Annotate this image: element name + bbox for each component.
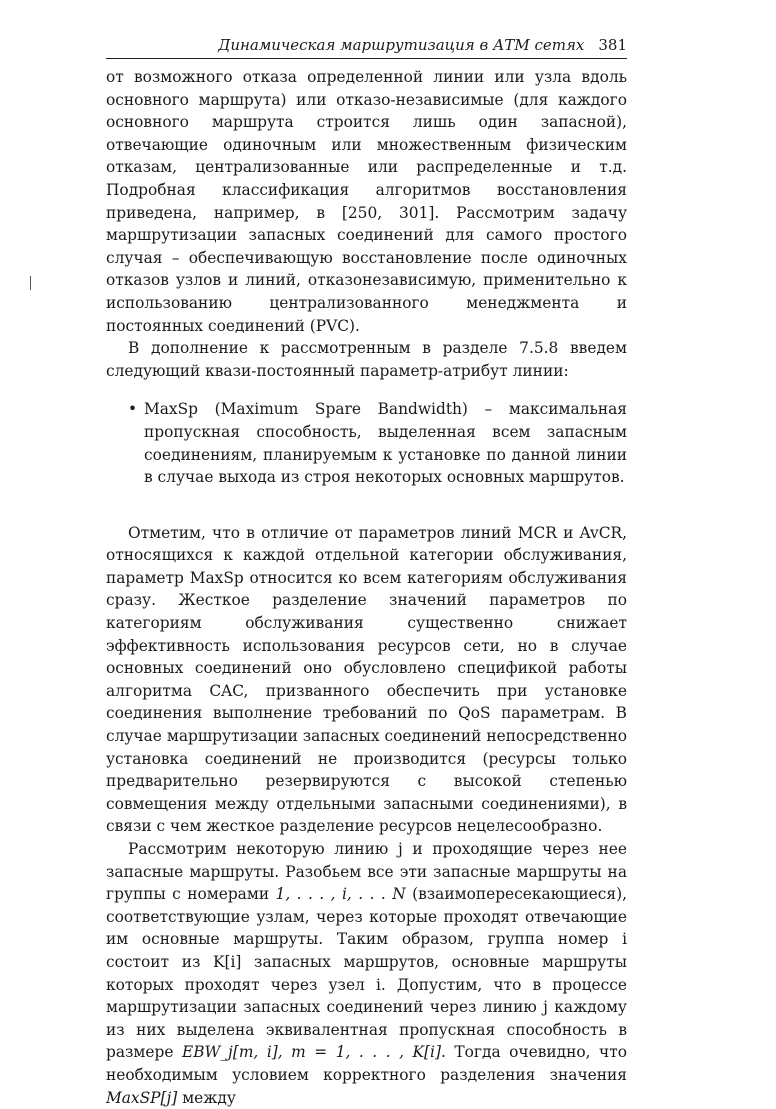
formula-index-range: 1, . . . , i, . . . N [275,885,406,904]
header-rule [106,58,627,59]
paragraph-3: Отметим, что в отличие от параметров линий MCR и AvCR, относящихся к каждой отдельной категории обслуживания, параметр MaxSp относится ко всем категориям обслуживания сразу. Жесткое разделение значений параметров по категориям обслуживания существенно снижает эффективность использования ресурсов сети, но в случае основных соединений оно обусловлено спецификой работы алгоритма CAC, призванного обеспечить при установке соединения выполнение требований по QoS параметрам. В случае маршрутизации запасных соединений непосредственно установка соединений не производится (ресурсы только предварительно резервируются с высокой степенью совмещения между отдельными запасными соединениями), в связи с чем жесткое разделение ресурсов нецелесообразно. [106,523,627,836]
paragraph-1: от возможного отказа определенной линии или узла вдоль основного маршрута) или отказо-независимые (для каждого основного маршрута строится лишь один запасной), отвечающие одиночным или множественным физическим отказам, централизованные или распределенные и т.д. Подробная классификация алгоритмов восстановления приведена, например, в [250, 301]. Рассмотрим задачу маршрутизации запасных соединений для самого простого случая – обеспечивающую восстановление после одиночных отказов узлов и линий, отказонезависимую, применительно к использованию централизованного менеджмента и постоянных соединений (PVC). [106,68,627,335]
body-text [106,66,627,1109]
paragraph-2: В дополнение к рассмотренным в разделе 7.5.8 введем следующий квази-постоянный параметр-атрибут линии: [106,339,627,380]
paragraph-4-part-2: (взаимопересекающиеся), соответствующие узлам, через которые проходят отвечающие им основные маршруты. Таким образом, группа номер i состоит из K[i] запасных маршрутов, основные маршруты которых проходят через узел i. Допустим, что в процессе маршрутизации запасных соединений через линию j каждому из них выделена эквивалентная пропускная способность в размере [106,885,627,1062]
chapter-title: Динамическая маршрутизация в АТМ сетях [218,36,585,54]
bullet-text: MaxSp (Maximum Spare Bandwidth) – максимальная пропускная способность, выделенная всем запасным соединениям, планируемым к установке по данной линии в случае выхода из строя некоторых основных маршрутов. [144,400,627,487]
paragraph-4-part-3: . Тогда очевидно, что необходимым условием корректного разделения значения [106,1043,628,1084]
running-header [106,36,627,54]
formula-maxsp: MaxSP[j] [106,1088,178,1107]
paragraph-4-part-4: между [177,1088,236,1107]
margin-mark [30,276,31,290]
page-number: 381 [598,36,627,54]
paragraph-4-part-1: Рассмотрим некоторую линию j и проходящие через нее запасные маршруты. Разобьем все эти запасные маршруты на группы с номерами [106,840,627,904]
paragraph-4 [106,838,627,1109]
bullet-icon: • [128,400,138,419]
bullet-item [128,398,627,488]
formula-ebw: EBW_j[m, i], m = 1, . . . , K[i] [181,1043,441,1062]
